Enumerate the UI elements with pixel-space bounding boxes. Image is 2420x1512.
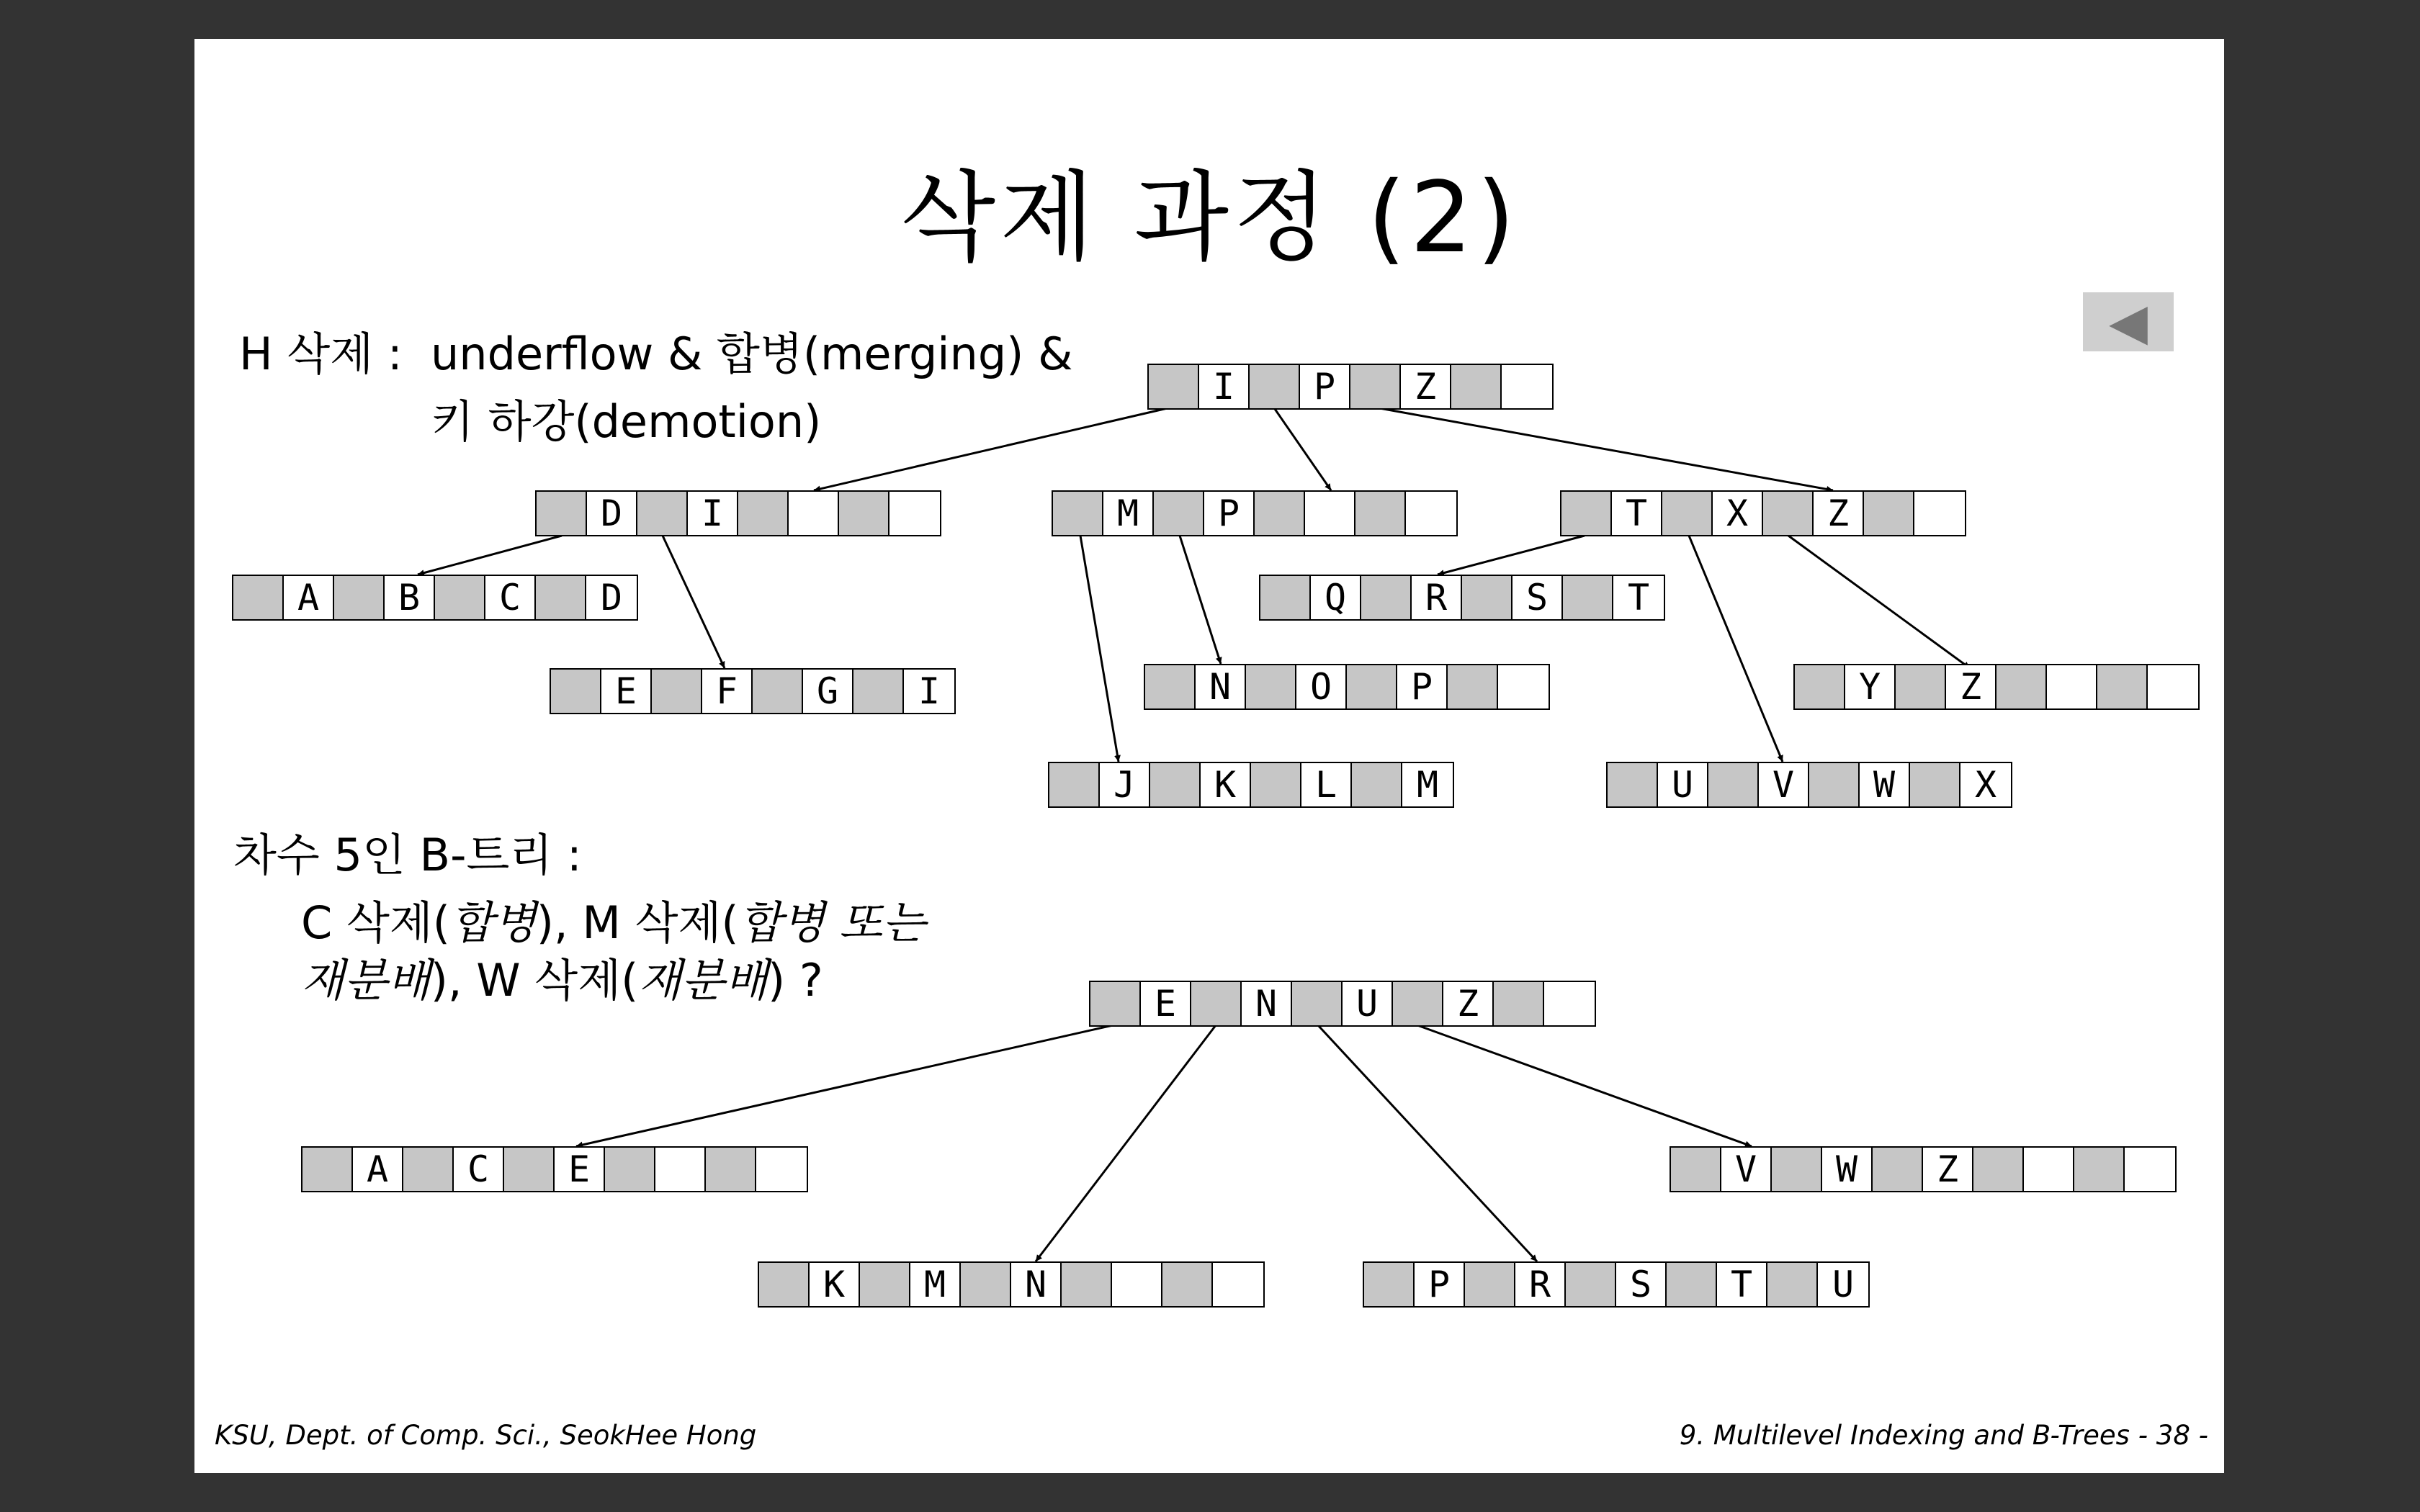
pointer-cell (1062, 1263, 1112, 1306)
pointer-cell (1246, 665, 1296, 708)
key-cell: K (1201, 763, 1251, 806)
key-cell (2047, 665, 2097, 708)
pointer-cell (759, 1263, 810, 1306)
tree1-node-m-p (1052, 490, 1458, 536)
key-cell (1406, 492, 1456, 535)
key-cell (2024, 1148, 2074, 1191)
key-cell: K (810, 1263, 860, 1306)
key-cell: T (1717, 1263, 1767, 1306)
pointer-cell (1973, 1148, 2024, 1191)
key-cell: N (1196, 665, 1246, 708)
section2-line2-part-c: 재분배 (638, 954, 768, 1007)
key-cell: R (1412, 576, 1462, 619)
key-cell: U (1658, 763, 1708, 806)
pointer-cell (1608, 763, 1658, 806)
key-cell (1305, 492, 1355, 535)
tree1-leaf-jklm (1048, 762, 1454, 808)
key-cell (2148, 665, 2198, 708)
key-cell: P (1300, 365, 1350, 408)
key-cell: Z (1946, 665, 1996, 708)
pointer-cell (1145, 665, 1196, 708)
pointer-cell (536, 576, 586, 619)
edge-txz-qrst (1438, 536, 1585, 575)
section2-line1-part-d: 합병 또는 (738, 896, 926, 949)
pointer-cell (860, 1263, 910, 1306)
pointer-cell (839, 492, 889, 535)
key-cell: I (688, 492, 738, 535)
footer-right: 9. Multilevel Indexing and B-Trees - 38 - (1679, 1420, 2208, 1451)
key-cell: P (1397, 665, 1448, 708)
edge-di-efgi (663, 536, 725, 668)
key-cell (1498, 665, 1549, 708)
key-cell: D (586, 576, 637, 619)
pointer-cell (1708, 763, 1759, 806)
section1-line1: underflow & 합병(merging) & (431, 328, 1073, 380)
pointer-cell (1162, 1263, 1213, 1306)
tree2-leaf-ace (301, 1146, 808, 1192)
tree2-root-node (1089, 981, 1596, 1027)
pointer-cell (1191, 982, 1242, 1025)
key-cell (2125, 1148, 2175, 1191)
edge-root2-prstu (1318, 1025, 1537, 1261)
pointer-cell (605, 1148, 655, 1191)
edge-txz-uvwx (1689, 536, 1783, 762)
pointer-cell (1090, 982, 1141, 1025)
key-cell: G (803, 670, 853, 713)
key-cell: M (910, 1263, 961, 1306)
section2-line2-part-b: ), W 삭제( (430, 954, 639, 1007)
pointer-cell (1255, 492, 1305, 535)
key-cell: R (1515, 1263, 1566, 1306)
pointer-cell (1053, 492, 1103, 535)
edge-root2-kmn (1036, 1025, 1216, 1261)
pointer-cell (2097, 665, 2148, 708)
edge-root-di (814, 408, 1170, 490)
key-cell: Q (1311, 576, 1361, 619)
key-cell (1502, 365, 1552, 408)
pointer-cell (1355, 492, 1406, 535)
key-cell: Y (1845, 665, 1896, 708)
key-cell: J (1100, 763, 1150, 806)
pointer-cell (1795, 665, 1845, 708)
pointer-cell (1154, 492, 1204, 535)
tree1-leaf-efgi (550, 668, 956, 714)
footer-left: KSU, Dept. of Comp. Sci., SeokHee Hong (215, 1420, 757, 1451)
pointer-cell (1451, 365, 1502, 408)
edge-txz-yz (1788, 536, 1970, 668)
key-cell: X (1713, 492, 1763, 535)
pointer-cell (1251, 763, 1301, 806)
key-cell: Z (1814, 492, 1864, 535)
pointer-cell (1292, 982, 1343, 1025)
tree2-leaf-vwz (1670, 1146, 2177, 1192)
key-cell: Z (1401, 365, 1451, 408)
pointer-cell (1671, 1148, 1721, 1191)
pointer-cell (1494, 982, 1544, 1025)
edge-root-txz (1376, 408, 1833, 490)
pointer-cell (1462, 576, 1512, 619)
key-cell: W (1860, 763, 1910, 806)
tree1-leaf-uvwx (1606, 762, 2012, 808)
pointer-cell (1352, 763, 1402, 806)
tree1-leaf-nop (1144, 664, 1550, 710)
pointer-cell (1667, 1263, 1717, 1306)
key-cell: C (454, 1148, 504, 1191)
key-cell: L (1301, 763, 1352, 806)
section2-line2-part-a: 재분배 (301, 954, 431, 1007)
section1-line2: 키 하강(demotion) (431, 395, 822, 448)
pointer-cell (1465, 1263, 1515, 1306)
key-cell: M (1103, 492, 1154, 535)
key-cell (789, 492, 839, 535)
key-cell: S (1616, 1263, 1667, 1306)
pointer-cell (334, 576, 385, 619)
key-cell: I (1199, 365, 1250, 408)
pointer-cell (1393, 982, 1443, 1025)
key-cell: S (1512, 576, 1563, 619)
page-title: 삭제 과정 (2) (900, 161, 1520, 275)
key-cell: W (1822, 1148, 1873, 1191)
key-cell (889, 492, 940, 535)
key-cell: V (1759, 763, 1809, 806)
key-cell: B (385, 576, 435, 619)
pointer-cell (1767, 1263, 1818, 1306)
key-cell (1914, 492, 1965, 535)
pointer-cell (551, 670, 601, 713)
pointer-cell (1809, 763, 1860, 806)
pointer-cell (637, 492, 688, 535)
key-cell: I (904, 670, 954, 713)
pointer-cell (706, 1148, 756, 1191)
tree2-leaf-kmn (758, 1261, 1265, 1308)
pointer-cell (435, 576, 485, 619)
key-cell: C (485, 576, 536, 619)
key-cell (1112, 1263, 1162, 1306)
tree1-root-node (1147, 364, 1554, 410)
pointer-cell (1364, 1263, 1415, 1306)
pointer-cell (1566, 1263, 1616, 1306)
pointer-cell (403, 1148, 454, 1191)
pointer-cell (1873, 1148, 1923, 1191)
key-cell: Z (1443, 982, 1494, 1025)
key-cell: F (702, 670, 753, 713)
tree1-node-d-i (535, 490, 941, 536)
pointer-cell (504, 1148, 555, 1191)
pointer-cell (1250, 365, 1300, 408)
key-cell: O (1296, 665, 1347, 708)
key-cell (655, 1148, 706, 1191)
pointer-cell (1448, 665, 1498, 708)
pointer-cell (1347, 665, 1397, 708)
pointer-cell (2074, 1148, 2125, 1191)
key-cell: P (1204, 492, 1255, 535)
pointer-cell (1150, 763, 1201, 806)
pointer-cell (1662, 492, 1713, 535)
edge-di-abcd (418, 536, 562, 575)
pointer-cell (1561, 492, 1612, 535)
pointer-cell (1350, 365, 1401, 408)
key-cell: V (1721, 1148, 1772, 1191)
key-cell: U (1343, 982, 1393, 1025)
back-arrow-icon: ◀ (2109, 292, 2148, 351)
key-cell: M (1402, 763, 1453, 806)
pointer-cell (1996, 665, 2047, 708)
pointer-cell (1149, 365, 1199, 408)
key-cell: A (284, 576, 334, 619)
tree1-node-t-x-z (1560, 490, 1966, 536)
edge-mp-nop (1180, 536, 1221, 664)
key-cell (1544, 982, 1595, 1025)
pointer-cell (1563, 576, 1613, 619)
section2-line1-part-a: C 삭제( (301, 896, 450, 949)
pointer-cell (1896, 665, 1946, 708)
section2-line1-part-b: 합병 (449, 896, 537, 949)
tree1-leaf-yz (1793, 664, 2200, 710)
pointer-cell (1049, 763, 1100, 806)
pointer-cell (753, 670, 803, 713)
pointer-cell (302, 1148, 353, 1191)
section2-line2-part-d: ) ? (767, 954, 823, 1007)
key-cell: E (555, 1148, 605, 1191)
pointer-cell (738, 492, 789, 535)
key-cell: A (353, 1148, 403, 1191)
pointer-cell (1910, 763, 1960, 806)
section2-line1-part-c: ), M 삭제( (536, 896, 739, 949)
tree2-leaf-prstu (1363, 1261, 1870, 1308)
key-cell (756, 1148, 807, 1191)
pointer-cell (537, 492, 587, 535)
key-cell (1213, 1263, 1263, 1306)
pointer-cell (853, 670, 904, 713)
pointer-cell (652, 670, 702, 713)
key-cell: N (1242, 982, 1292, 1025)
key-cell: T (1612, 492, 1662, 535)
section1-label: H 삭제 : (239, 328, 403, 380)
key-cell: P (1415, 1263, 1465, 1306)
key-cell: X (1960, 763, 2011, 806)
pointer-cell (1361, 576, 1412, 619)
key-cell: T (1613, 576, 1664, 619)
key-cell: E (1141, 982, 1191, 1025)
pointer-cell (233, 576, 284, 619)
pointer-cell (961, 1263, 1011, 1306)
key-cell: Z (1923, 1148, 1973, 1191)
key-cell: N (1011, 1263, 1062, 1306)
edge-root2-vwz (1417, 1025, 1752, 1146)
edge-mp-jklm (1080, 536, 1119, 762)
section2-heading: 차수 5인 B-트리 : (233, 829, 582, 881)
pointer-cell (1260, 576, 1311, 619)
pointer-cell (1772, 1148, 1822, 1191)
key-cell: D (587, 492, 637, 535)
edge-root-mp (1275, 409, 1331, 490)
edge-root2-ace (576, 1025, 1113, 1146)
key-cell: E (601, 670, 652, 713)
pointer-cell (1864, 492, 1914, 535)
pointer-cell (1763, 492, 1814, 535)
tree1-leaf-abcd (232, 575, 638, 621)
tree1-leaf-qrst (1259, 575, 1665, 621)
key-cell: U (1818, 1263, 1868, 1306)
